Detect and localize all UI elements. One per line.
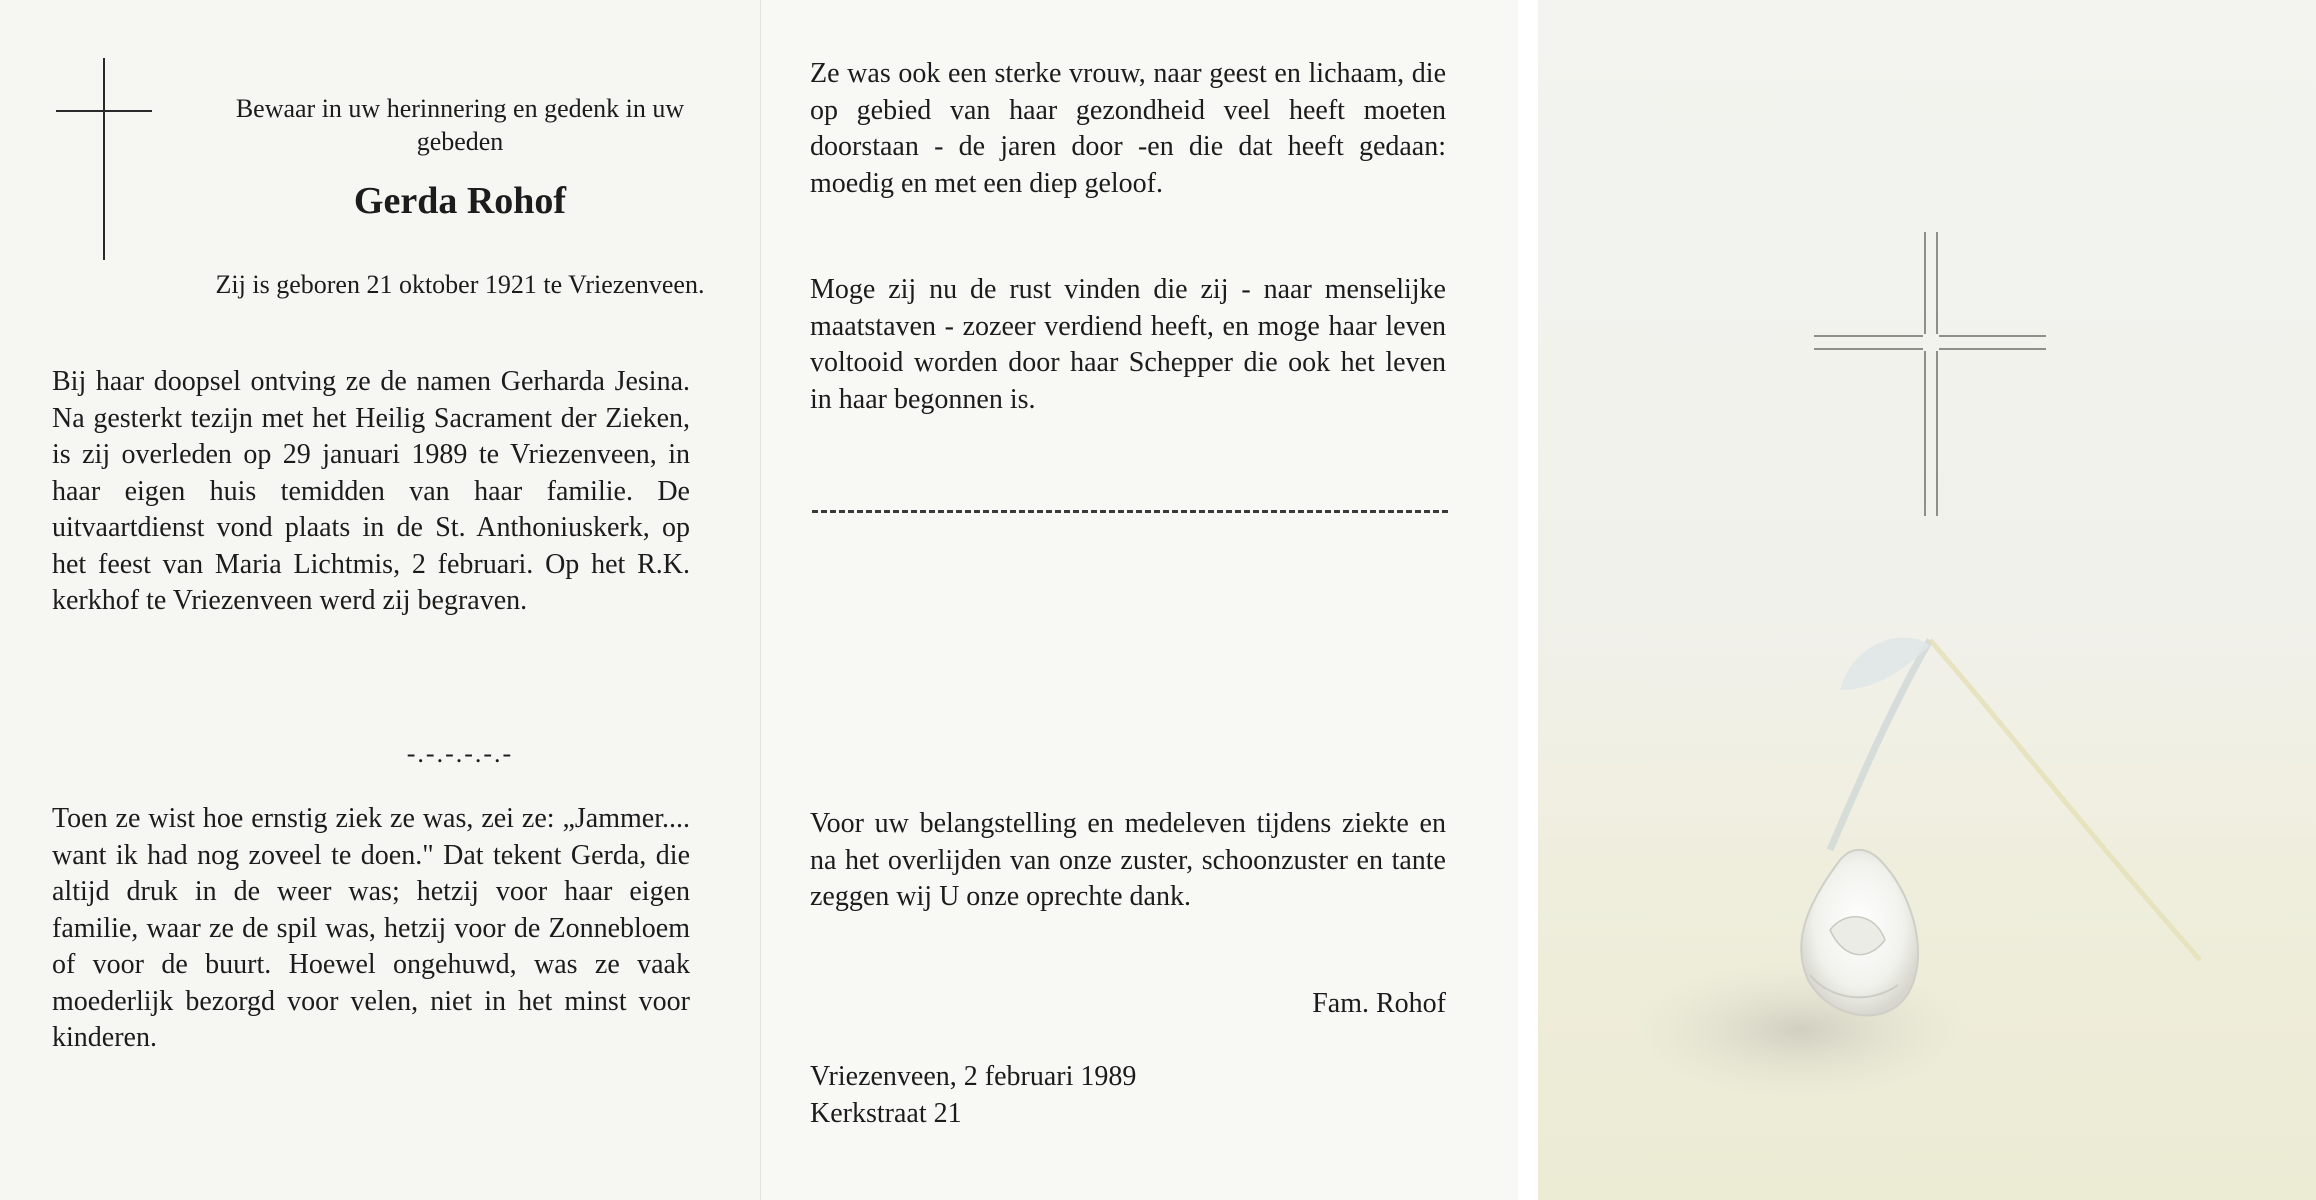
address: Kerkstraat 21 (810, 1098, 962, 1129)
strong-woman-text: Ze was ook een sterke vrouw, naar geest en lichaam, die op gebied van haar gezondheid veel heeft moeten doorstaan - de jaren door -en die dat heeft gedaan: moedig en met een diep geloof. (810, 58, 1446, 199)
place-date: Vriezenveen, 2 februari 1989 (810, 1061, 1137, 1092)
story-text: Toen ze wist hoe ernstig ziek ze was, zei ze: „Jammer.... want ik had nog zoveel te doen." Dat tekent Gerda, die altijd druk in de weer was; hetzij voor haar eigen familie, waar ze de spil was, hetzij voor de Zonnebloem of voor de buurt. Hoewel ongehuwd, was ze vaak moederlijk bezorgd voor velen, niet in het minst voor kinderen. (52, 803, 690, 1053)
biography-text: Bij haar doopsel ontving ze de namen Gerharda Jesina. Na gesterkt tezijn met het Heilig Sacrament der Zieken, is zij overleden op 29 januari 1989 te Vriezenveen, in haar eigen huis temidden van haar familie. De uitvaartdienst vond plaats in de St. Anthoniuskerk, op het feest van Maria Lichtmis, 2 februari. Op het R.K. kerkhof te Vriezenveen werd zij begraven. (52, 366, 690, 616)
rose-illustration (1640, 600, 2240, 1120)
family-signature: Fam. Rohof (1312, 988, 1446, 1019)
dashed-divider (812, 510, 1448, 513)
page-gap (1518, 0, 1538, 1200)
birth-text: Zij is geboren 21 oktober 1921 te Vriezenveen. (215, 270, 705, 299)
deceased-name: Gerda Rohof (353, 180, 567, 222)
intro-text: Bewaar in uw herinnering en gedenk in uw gebeden (235, 94, 685, 156)
separator: -.-.-.-.-.- (406, 739, 514, 768)
prayer-text: Moge zij nu de rust vinden die zij - naar menselijke maatstaven - zozeer verdiend heeft, en moge haar leven voltooid worden door haar Schepper die ook het leven in haar begonnen is. (810, 274, 1446, 415)
thanks-text: Voor uw belangstelling en medeleven tijdens ziekte en na het overlijden van onze zuster, schoonzuster en tante zeggen wij U onze oprechte dank. (810, 808, 1446, 912)
